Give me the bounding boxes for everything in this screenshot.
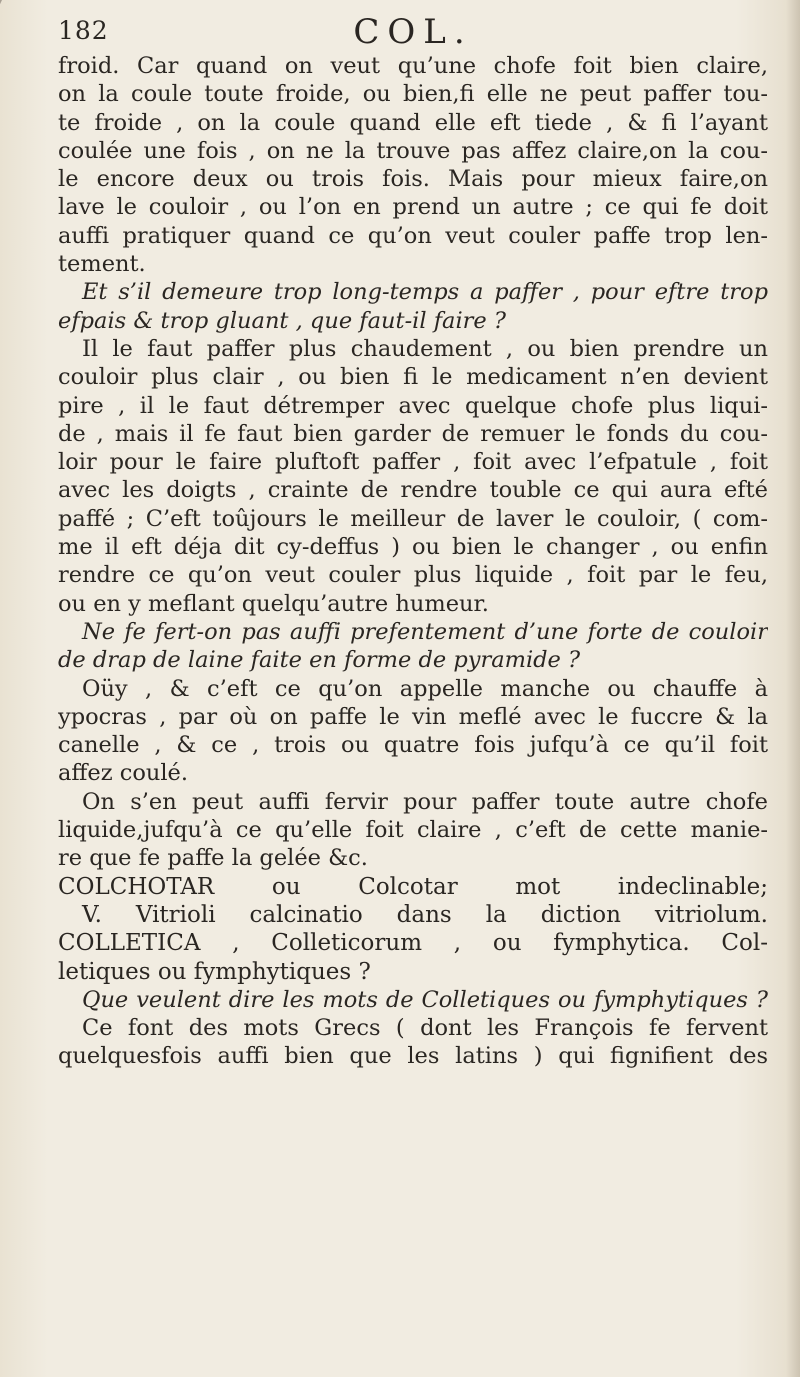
text-line: loir pour le faire pluftoft paffer , foit avec l’efpatule , foit <box>58 449 768 476</box>
text-line: de drap de laine faite en forme de pyramide ? <box>58 647 581 674</box>
text-line: auffi pratiquer quand ce qu’on veut couler paffe trop len- <box>58 222 768 249</box>
page-body <box>58 52 768 1071</box>
text-line: affez coulé. <box>58 760 189 787</box>
text-line: lave le couloir , ou l’on en prend un autre ; ce qui fe doit <box>58 194 768 221</box>
text-line: froid. Car quand on veut qu’une chofe foit bien claire, <box>58 53 768 79</box>
page-header <box>58 12 768 52</box>
page-number: 182 <box>58 16 109 45</box>
text-line: coulée une fois , on ne la trouve pas affez claire,on la cou- <box>58 137 768 164</box>
text-line: me il eft déja dit cy-deffus ) ou bien le changer , ou enfin <box>58 534 768 561</box>
text-line: Il le faut paffer plus chaudement , ou bien prendre un <box>82 335 768 362</box>
text-line: letiques ou fymphytiques ? <box>58 958 371 985</box>
text-line: te froide , on la coule quand elle eft tiede , & fi l’ayant <box>58 109 768 136</box>
text-line: COLLETICA , Colleticorum , ou fymphytica. Col- <box>58 930 768 957</box>
text-line: V. Vitrioli calcinatio dans la diction vitriolum. <box>82 901 768 928</box>
running-head: COL. <box>353 12 473 52</box>
page-corner-mark <box>0 0 42 60</box>
text-line: tement. <box>58 251 146 278</box>
text-line: On s’en peut auffi fervir pour paffer toute autre chofe <box>82 788 768 815</box>
text-line: efpais & trop gluant , que faut-il faire ? <box>58 307 506 334</box>
text-line: de , mais il fe faut bien garder de remuer le fonds du cou- <box>58 420 768 447</box>
text-line: paffé ; C’eft toûjours le meilleur de laver le couloir, ( com- <box>58 505 768 532</box>
text-line: rendre ce qu’on veut couler plus liquide , foit par le feu, <box>58 562 768 589</box>
text-line: Ne fe fert-on pas auffi prefentement d’une forte de couloir <box>82 618 768 645</box>
text-line: Ce font des mots Grecs ( dont les François fe fervent <box>82 1015 768 1042</box>
text-line: on la coule toute froide, ou bien,fi elle ne peut paffer tou- <box>58 81 768 108</box>
text-line: pire , il le faut détremper avec quelque chofe plus liqui- <box>58 392 768 419</box>
text-line: canelle , & ce , trois ou quatre fois jufqu’à ce qu’il foit <box>58 732 768 759</box>
text-line: couloir plus clair , ou bien fi le medicament n’en devient <box>58 364 768 391</box>
text-line: ypocras , par où on paffe le vin meflé avec le fuccre & la <box>58 703 768 730</box>
text-line: Et s’il demeure trop long-temps a paffer , pour eftre trop <box>82 279 768 306</box>
text-line: ou en y meflant quelqu’autre humeur. <box>58 590 489 617</box>
text-line: quelquesfois auffi bien que les latins ) qui fignifient des <box>58 1043 768 1070</box>
text-line: liquide,jufqu’à ce qu’elle foit claire , c’eft de cette manie- <box>58 817 768 844</box>
text-line: le encore deux ou trois fois. Mais pour mieux faire,on <box>58 166 768 193</box>
text-line: re que fe paffe la gelée &c. <box>58 845 368 872</box>
text-line: Que veulent dire les mots de Colletiques ou fymphytiques ? <box>82 986 768 1013</box>
text-line: Oüy , & c’eft ce qu’on appelle manche ou chauffe à <box>82 675 768 702</box>
text-line: COLCHOTAR ou Colcotar mot indeclinable; <box>58 873 768 900</box>
text-line: avec les doigts , crainte de rendre touble ce qui aura efté <box>58 477 768 504</box>
page-edge-shadow <box>786 0 800 1377</box>
